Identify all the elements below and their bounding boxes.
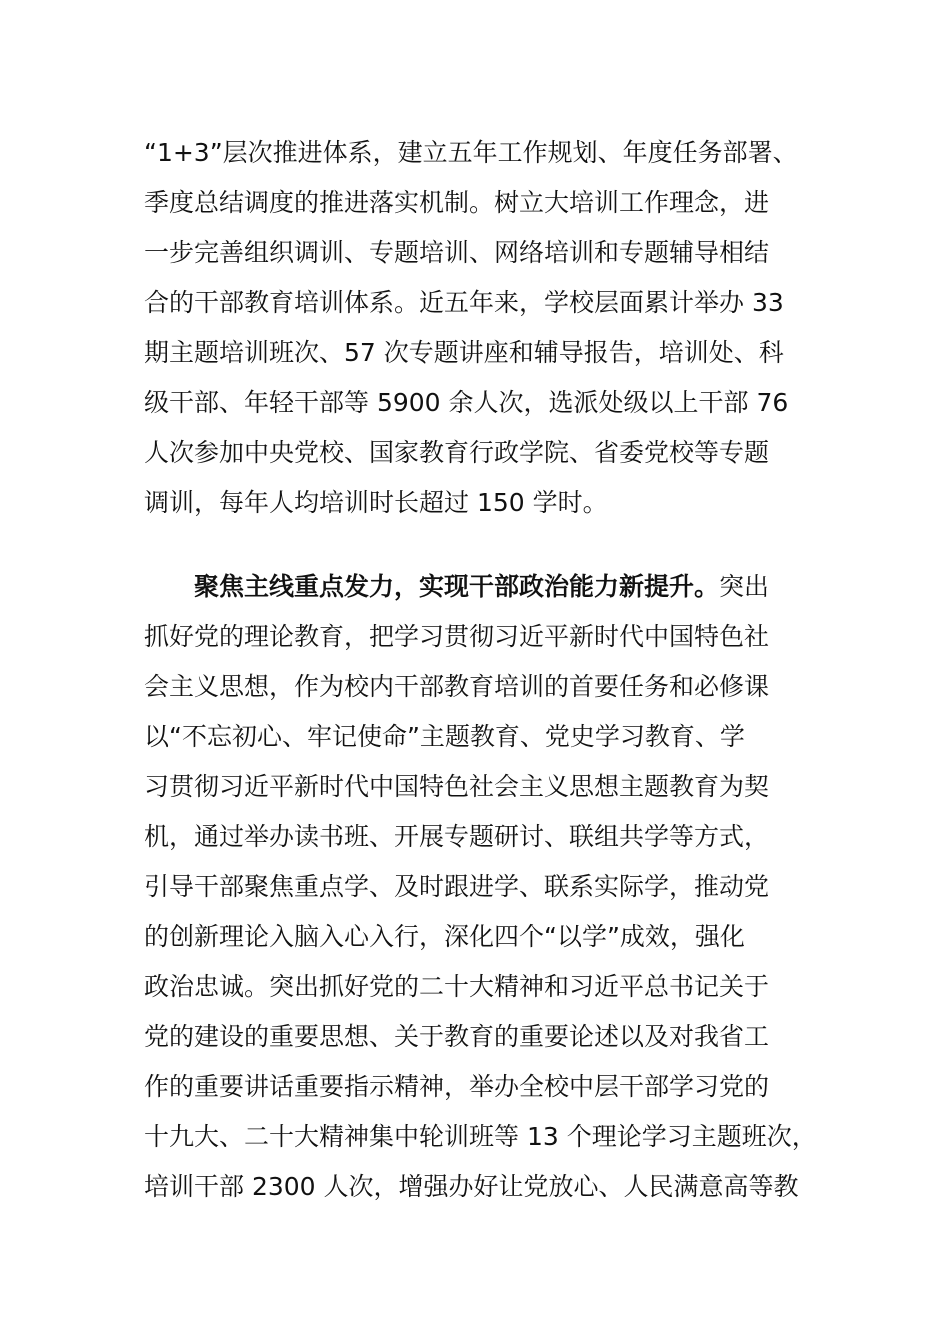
text-line: 会主义思想，作为校内干部教育培训的首要任务和必修课 xyxy=(144,672,770,701)
text-line: 党的建设的重要思想、关于教育的重要论述以及对我省工 xyxy=(144,1022,770,1051)
text-line: 引导干部聚焦重点学、及时跟进学、联系实际学，推动党 xyxy=(144,872,770,901)
text-line: 以“不忘初心、牢记使命”主题教育、党史学习教育、学 xyxy=(144,722,745,751)
text-line: 人次参加中央党校、国家教育行政学院、省委党校等专题 xyxy=(144,438,770,467)
text-line: 作的重要讲话重要指示精神，举办全校中层干部学习党的 xyxy=(144,1072,770,1101)
paragraph-training-system xyxy=(144,128,844,528)
paragraph-political-ability xyxy=(144,562,844,1212)
text-line: 培训干部 2300 人次，增强办好让党放心、人民满意高等教 xyxy=(144,1172,799,1201)
text-line: 级干部、年轻干部等 5900 余人次，选派处级以上干部 76 xyxy=(144,388,789,417)
text-line: 十九大、二十大精神集中轮训班等 13 个理论学习主题班次， xyxy=(144,1122,817,1151)
paragraph-heading: 聚焦主线重点发力，实现干部政治能力新提升。 xyxy=(194,572,720,601)
text-line: “1+3”层次推进体系，建立五年工作规划、年度任务部署、 xyxy=(144,138,798,167)
text-line-with-heading xyxy=(144,562,844,612)
text-line: 期主题培训班次、57 次专题讲座和辅导报告，培训处、科 xyxy=(144,338,784,367)
text-line: 机，通过举办读书班、开展专题研讨、联组共学等方式， xyxy=(144,822,770,851)
text-line: 政治忠诚。突出抓好党的二十大精神和习近平总书记关于 xyxy=(144,972,770,1001)
text-line: 习贯彻习近平新时代中国特色社会主义思想主题教育为契 xyxy=(144,772,770,801)
text-line: 抓好党的理论教育，把学习贯彻习近平新时代中国特色社 xyxy=(144,622,770,651)
text-line: 的创新理论入脑入心入行，深化四个“以学”成效，强化 xyxy=(144,922,745,951)
text-line: 季度总结调度的推进落实机制。树立大培训工作理念，进 xyxy=(144,188,770,217)
text-line: 一步完善组织调训、专题培训、网络培训和专题辅导相结 xyxy=(144,238,770,267)
text-line: 调训，每年人均培训时长超过 150 学时。 xyxy=(144,488,608,517)
text-line: 合的干部教育培训体系。近五年来，学校层面累计举办 33 xyxy=(144,288,784,317)
heading-trailing-text: 突出 xyxy=(719,572,770,601)
